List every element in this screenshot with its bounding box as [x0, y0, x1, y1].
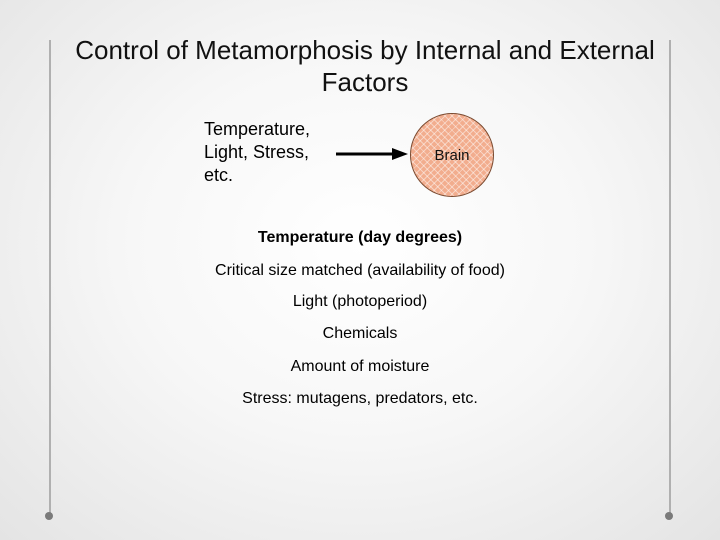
- brain-label: Brain: [434, 146, 470, 164]
- factor-light: Light (photoperiod): [292, 293, 428, 310]
- external-inputs-text: Temperature, Light, Stress, etc.: [204, 119, 311, 185]
- arrow-icon: [336, 146, 408, 162]
- factor-temperature: Temperature (day degrees): [257, 229, 463, 246]
- brain-circle: [410, 113, 494, 197]
- left-frame-line: [49, 40, 51, 514]
- right-frame-line: [669, 40, 671, 514]
- factor-moisture: Amount of moisture: [290, 358, 430, 375]
- right-frame-dot: [665, 512, 673, 520]
- factor-chemicals: Chemicals: [322, 325, 398, 342]
- left-frame-dot: [45, 512, 53, 520]
- slide-title: Control of Metamorphosis by Internal and External Factors: [75, 35, 655, 97]
- factor-stress: Stress: mutagens, predators, etc.: [242, 390, 478, 407]
- factor-critical-size: Critical size matched (availability of food): [215, 262, 505, 279]
